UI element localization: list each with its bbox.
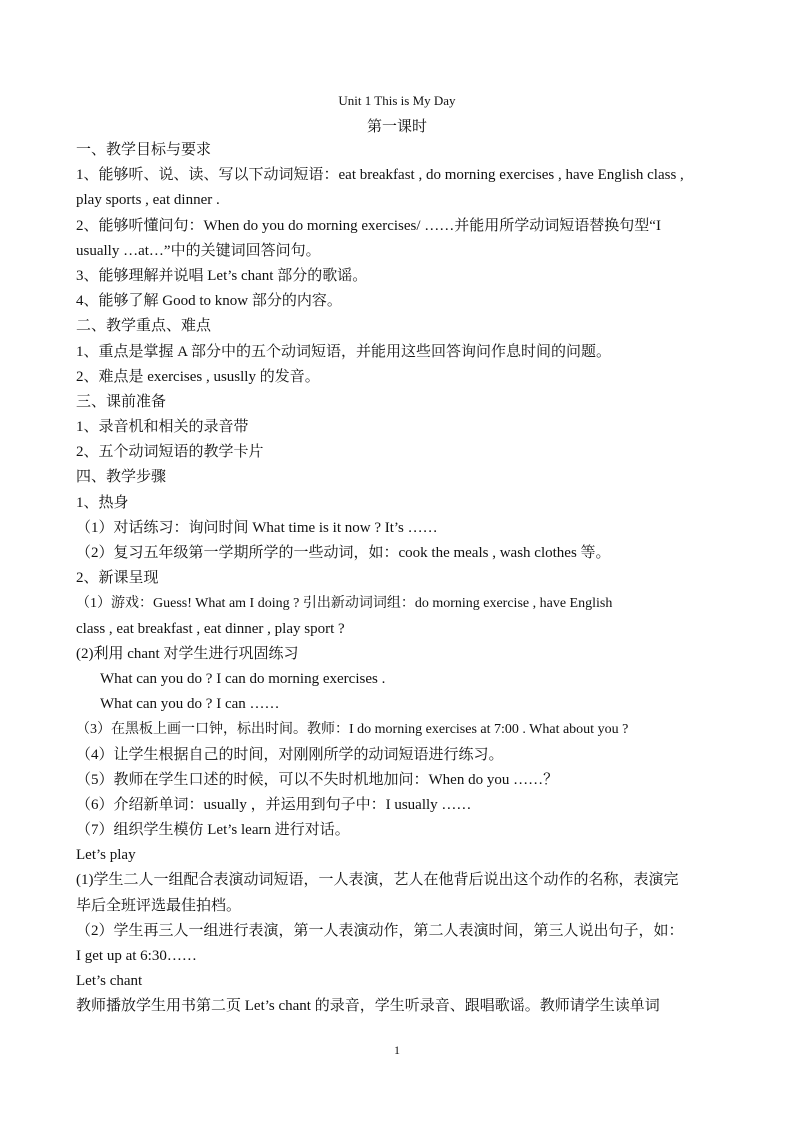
text-line: 1、能够听、说、读、写以下动词短语：eat breakfast , do morning exercises , have English class ,	[76, 167, 684, 184]
text-line: （6）介绍新单词：usually ，并运用到句子中：I usually ……	[76, 796, 472, 813]
section-heading: 一、教学目标与要求	[76, 142, 212, 158]
text-line: usually …at…”中的关键词回答问句。	[76, 242, 321, 259]
document-body	[76, 138, 722, 1020]
text-line: class , eat breakfast , eat dinner , play sport ?	[76, 620, 345, 637]
document-title: Unit 1 This is My Day	[338, 93, 456, 108]
text-line: （2）学生再三人一组进行表演，第一人表演动作，第二人表演时间，第三人说出句子，如：	[76, 922, 684, 939]
text-line: What can you do ? I can ……	[100, 696, 280, 713]
text-line: (1)学生二人一组配合表演动词短语，一人表演，艺人在他背后说出这个动作的名称，表演完	[76, 872, 679, 889]
text-line: What can you do ? I can do morning exercises .	[100, 670, 386, 687]
text-line: （1）游戏：Guess! What am I doing ? 引出新动词词组：do morning exercise , have English	[76, 596, 613, 612]
text-line: I get up at 6:30……	[76, 948, 197, 964]
text-line: （2）复习五年级第一学期所学的一些动词，如：cook the meals , wash clothes 等。	[76, 545, 611, 561]
text-line: 1、录音机和相关的录音带	[76, 419, 249, 436]
section-heading: 四、教学步骤	[76, 469, 167, 486]
text-line: 2、五个动词短语的教学卡片	[76, 444, 264, 461]
page-number: 1	[394, 1043, 400, 1057]
text-line: （5）教师在学生口述的时候，可以不失时机地加问：When do you ……？	[76, 771, 559, 788]
text-line: （7）组织学生模仿 Let’s learn 进行对话。	[76, 822, 350, 839]
text-line: 毕后全班评选最佳拍档。	[76, 897, 242, 914]
lesson-subtitle: 第一课时	[366, 119, 427, 135]
text-line: 2、难点是 exercises , ususlly 的发音。	[76, 368, 320, 385]
text-line: （1）对话练习：询问时间 What time is it now ? It’s ……	[76, 519, 438, 536]
text-line: Let’s play	[76, 847, 136, 864]
section-heading: 二、教学重点、难点	[76, 318, 212, 335]
text-line: 3、能够理解并说唱 Let’s chant 部分的歌谣。	[76, 267, 368, 284]
text-line: 2、新课呈现	[76, 570, 159, 587]
text-line: 1、热身	[76, 494, 129, 511]
text-line: 4、能够了解 Good to know 部分的内容。	[76, 293, 342, 310]
text-line: (2)利用 chant 对学生进行巩固练习	[76, 645, 299, 662]
text-line: Let’s chant	[76, 973, 143, 990]
text-line: （4）让学生根据自己的时间，对刚刚所学的动词短语进行练习。	[76, 746, 504, 763]
section-heading: 三、课前准备	[76, 393, 167, 410]
text-line: 教师播放学生用书第二页 Let’s chant 的录音，学生听录音、跟唱歌谣。教师请学生读单词	[76, 998, 660, 1015]
text-line: 2、能够听懂问句：When do you do morning exercises/ ……并能用所学动词短语替换句型“I	[76, 217, 661, 234]
text-line: play sports , eat dinner .	[76, 192, 220, 209]
text-line: （3）在黑板上画一口钟，标出时间。教师：I do morning exercises at 7:00 . What about you ?	[76, 722, 629, 738]
text-line: 1、重点是掌握 A 部分中的五个动词短语，并能用这些回答询问作息时间的问题。	[76, 343, 612, 360]
